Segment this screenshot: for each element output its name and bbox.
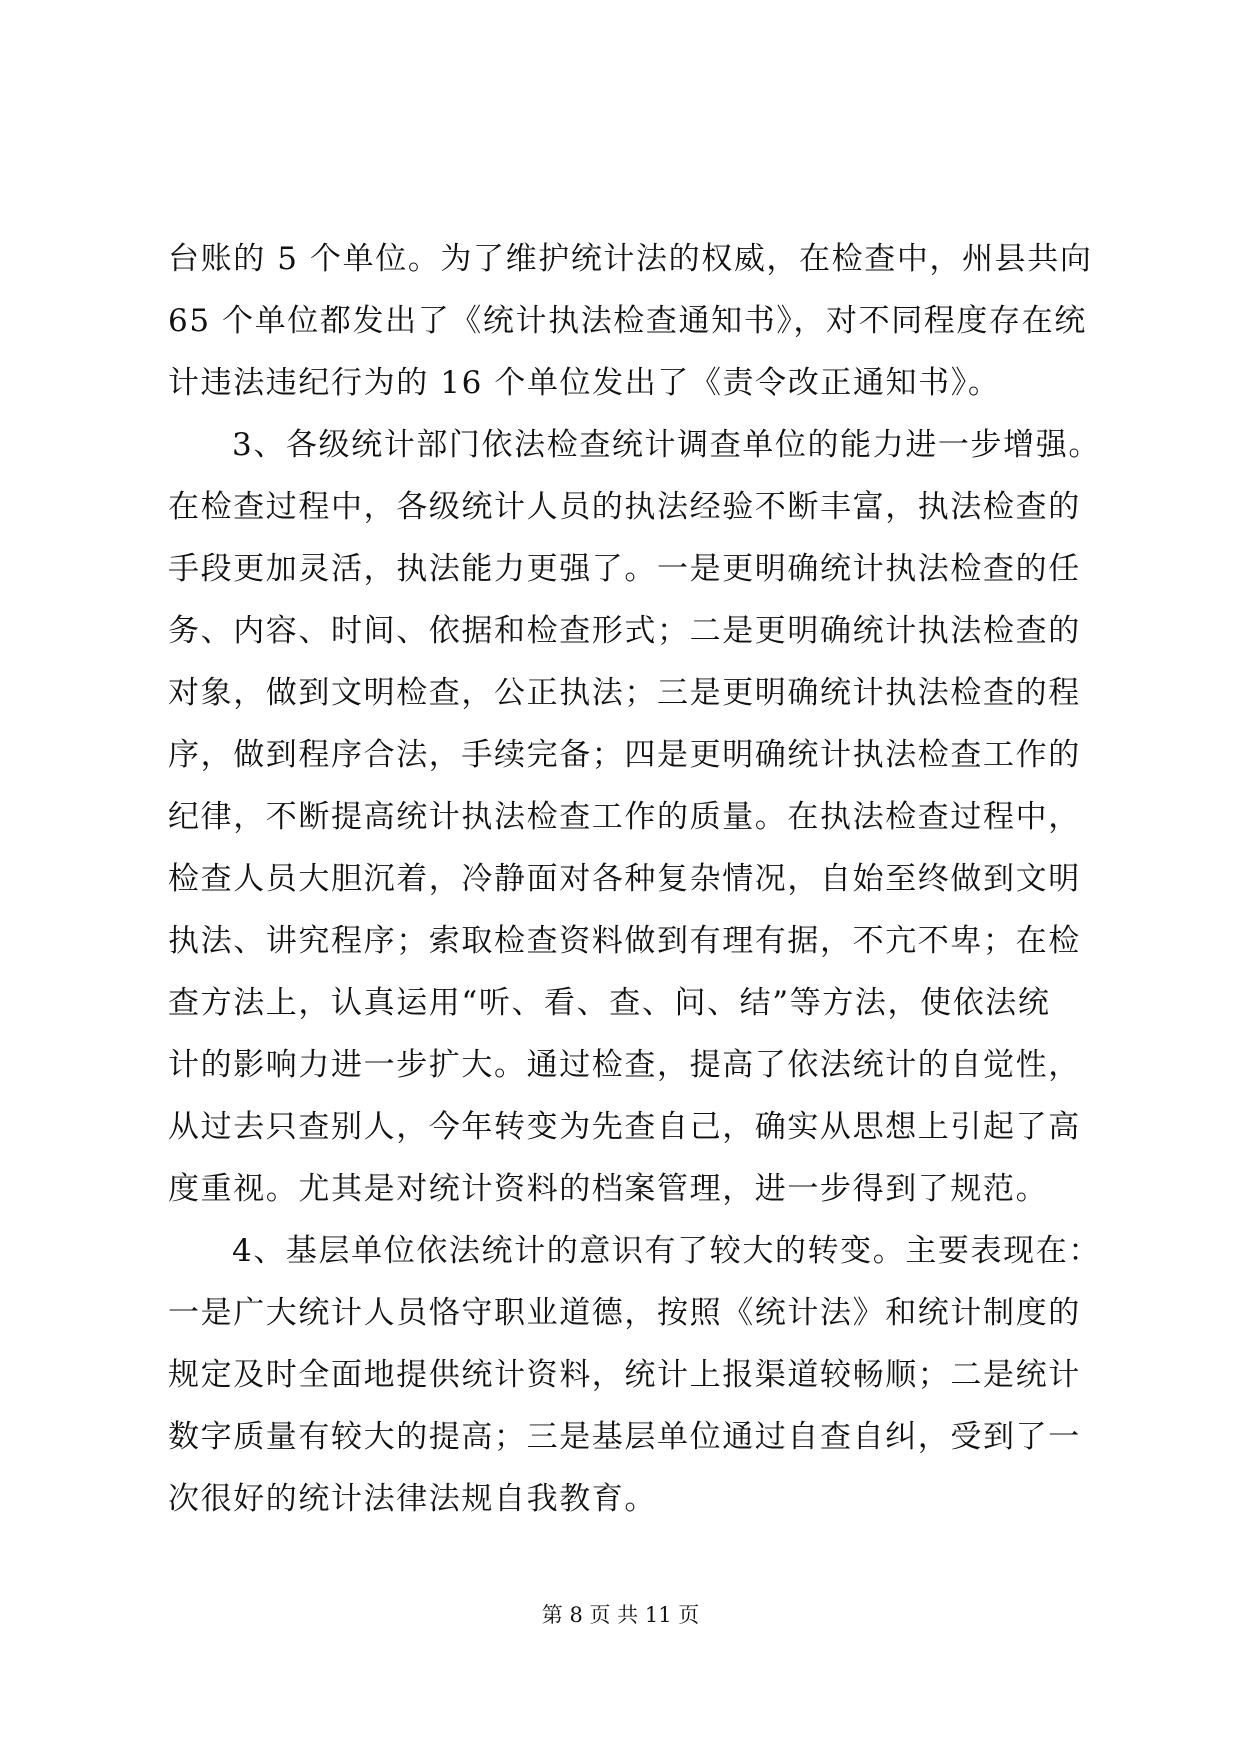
text-line: 65 个单位都发出了《统计执法检查通知书》，对不同程度存在统 bbox=[168, 303, 1087, 339]
paragraph-4-first-line: 4、基层单位依法统计的意识有了较大的转变。主要表现在： bbox=[232, 1233, 1101, 1269]
paragraph-3-first-line: 3、各级统计部门依法检查统计调查单位的能力进一步增强。 bbox=[232, 427, 1101, 463]
page-number-indicator: 第 8 页 共 11 页 bbox=[541, 1603, 700, 1627]
text-line: 从过去只查别人，今年转变为先查自己，确实从思想上引起了高 bbox=[168, 1109, 1081, 1145]
text-line: 在检查过程中，各级统计人员的执法经验不断丰富，执法检查的 bbox=[168, 489, 1081, 525]
text-line: 手段更加灵活，执法能力更强了。一是更明确统计执法检查的任 bbox=[168, 551, 1081, 587]
text-line: 台账的 5 个单位。为了维护统计法的权威，在检查中，州县共向 bbox=[168, 241, 1093, 277]
text-line: 查方法上，认真运用“听、看、查、问、结”等方法，使依法统 bbox=[168, 985, 1051, 1021]
text-line: 对象，做到文明检查，公正执法；三是更明确统计执法检查的程 bbox=[168, 675, 1081, 711]
text-line: 规定及时全面地提供统计资料，统计上报渠道较畅顺；二是统计 bbox=[168, 1357, 1081, 1393]
text-line: 一是广大统计人员恪守职业道德，按照《统计法》和统计制度的 bbox=[168, 1295, 1081, 1331]
text-line: 数字质量有较大的提高；三是基层单位通过自查自纠，受到了一 bbox=[168, 1419, 1081, 1455]
text-line: 计违法违纪行为的 16 个单位发出了《责令改正通知书》。 bbox=[168, 365, 1001, 401]
text-line: 执法、讲究程序；索取检查资料做到有理有据，不亢不卑；在检 bbox=[168, 923, 1081, 959]
text-line: 序，做到程序合法，手续完备；四是更明确统计执法检查工作的 bbox=[168, 737, 1081, 773]
text-line: 计的影响力进一步扩大。通过检查，提高了依法统计的自觉性， bbox=[168, 1047, 1081, 1083]
text-line: 纪律，不断提高统计执法检查工作的质量。在执法检查过程中， bbox=[168, 799, 1081, 835]
document-body bbox=[168, 228, 1101, 1530]
text-line: 度重视。尤其是对统计资料的档案管理，进一步得到了规范。 bbox=[168, 1171, 1049, 1207]
text-line: 次很好的统计法律法规自我教育。 bbox=[168, 1481, 657, 1517]
text-line: 务、内容、时间、依据和检查形式；二是更明确统计执法检查的 bbox=[168, 613, 1081, 649]
text-line: 检查人员大胆沉着，冷静面对各种复杂情况，自始至终做到文明 bbox=[168, 861, 1081, 897]
page-footer bbox=[0, 1600, 1241, 1630]
